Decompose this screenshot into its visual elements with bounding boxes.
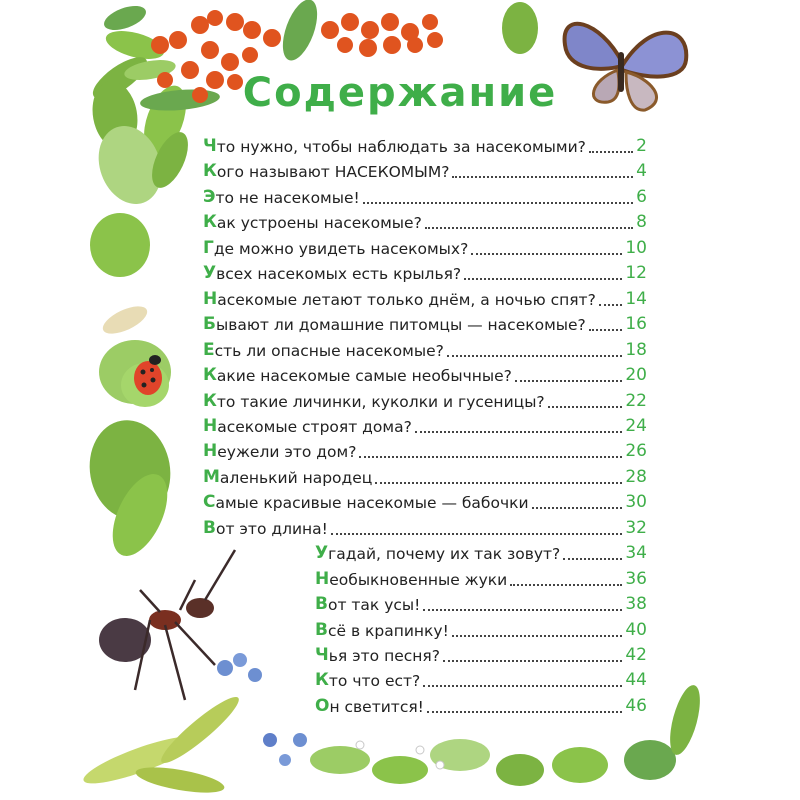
toc-page-number: 18 xyxy=(625,339,647,360)
toc-entry[interactable] xyxy=(203,467,647,487)
toc-leader-dots xyxy=(423,684,622,687)
toc-page-number: 20 xyxy=(625,365,647,386)
toc-entry-title: всех насекомых есть крылья? xyxy=(216,265,462,284)
toc-entry-initial: С xyxy=(203,492,216,513)
toc-entry-initial: К xyxy=(203,365,217,386)
toc-entry-initial: К xyxy=(203,212,217,233)
toc-entry-title: асекомые строят дома? xyxy=(217,417,412,436)
toc-entry-title: еобыкновенные жуки xyxy=(329,570,508,589)
toc-entry[interactable] xyxy=(203,263,647,283)
toc-page-number: 36 xyxy=(625,568,647,589)
toc-leader-dots xyxy=(510,583,622,586)
toc-entry-initial: М xyxy=(203,466,220,487)
toc-entry[interactable] xyxy=(203,416,647,436)
toc-entry[interactable] xyxy=(315,620,647,640)
toc-entry[interactable] xyxy=(203,187,647,207)
toc-entry[interactable] xyxy=(203,518,647,538)
toc-entry[interactable] xyxy=(203,212,647,232)
toc-entry-title: от это длина! xyxy=(215,519,328,538)
toc-leader-dots xyxy=(589,150,633,153)
toc-entry-title: ывают ли домашние питомцы — насекомые? xyxy=(215,316,586,335)
toc-entry-initial: У xyxy=(203,263,217,284)
page-title: Содержание xyxy=(242,70,558,116)
toc-page-number: 4 xyxy=(636,161,647,182)
toc-page-number: 16 xyxy=(625,314,647,335)
toc-entry[interactable] xyxy=(203,492,647,512)
toc-entry[interactable] xyxy=(203,314,647,334)
toc-page-number: 40 xyxy=(625,619,647,640)
toc-entry-initial: В xyxy=(203,517,216,538)
toc-entry[interactable] xyxy=(315,594,647,614)
toc-leader-dots xyxy=(331,532,622,535)
toc-entry-initial: Н xyxy=(315,568,330,589)
toc-entry-initial: Э xyxy=(203,186,216,207)
toc-leader-dots xyxy=(548,405,623,408)
toc-entry-initial: К xyxy=(203,161,217,182)
toc-leader-dots xyxy=(464,277,622,280)
toc-entry-title: аленький народец xyxy=(219,468,373,487)
toc-leader-dots xyxy=(471,252,622,255)
toc-entry-title: то что ест? xyxy=(328,672,421,691)
toc-entry-title: н светится! xyxy=(329,697,424,716)
toc-leader-dots xyxy=(425,226,633,229)
toc-page-number: 34 xyxy=(625,543,647,564)
toc-page-number: 42 xyxy=(625,645,647,665)
toc-entry[interactable] xyxy=(203,161,647,181)
toc-leader-dots xyxy=(375,481,622,484)
toc-entry-initial: О xyxy=(315,695,330,716)
toc-entry-initial: Н xyxy=(203,288,218,309)
toc-leader-dots xyxy=(423,608,622,611)
toc-entry[interactable] xyxy=(203,365,647,385)
toc-page-number: 46 xyxy=(625,695,647,716)
toc-entry[interactable] xyxy=(315,543,647,563)
toc-page-number: 10 xyxy=(625,237,647,258)
toc-leader-dots xyxy=(515,379,622,382)
toc-leader-dots xyxy=(452,634,623,637)
toc-entry-title: ого называют НАСЕКОМЫМ? xyxy=(216,163,450,182)
toc-entry-title: от так усы! xyxy=(327,596,421,615)
toc-page-number: 24 xyxy=(625,415,647,436)
toc-page-number: 6 xyxy=(636,186,647,207)
toc-entry-title: гадай, почему их так зовут? xyxy=(328,545,561,564)
toc-entry[interactable] xyxy=(315,569,647,589)
toc-entry[interactable] xyxy=(315,645,647,665)
toc-page-number: 38 xyxy=(625,594,647,615)
toc-entry-title: сё в крапинку! xyxy=(327,621,449,640)
toc-entry-initial: Б xyxy=(203,314,216,335)
toc-page-number: 2 xyxy=(636,136,647,156)
toc-entry-title: амые красивые насекомые — бабочки xyxy=(215,494,529,513)
toc-entry-initial: В xyxy=(315,619,328,640)
toc-entry-initial: У xyxy=(315,543,329,564)
toc-entry[interactable] xyxy=(203,136,647,156)
toc-leader-dots xyxy=(563,557,622,560)
toc-entry[interactable] xyxy=(203,441,647,461)
toc-entry-initial: К xyxy=(315,670,329,691)
toc-entry-title: ак устроены насекомые? xyxy=(216,214,422,233)
toc-entry-title: де можно увидеть насекомых? xyxy=(213,239,469,258)
toc-page-number: 28 xyxy=(625,466,647,487)
toc-leader-dots xyxy=(447,354,623,357)
toc-leader-dots xyxy=(589,328,623,331)
toc-entry-title: ья это песня? xyxy=(328,647,440,665)
toc-entry-title: акие насекомые самые необычные? xyxy=(216,367,512,386)
toc-page-number: 26 xyxy=(625,441,647,462)
toc-page-number: 44 xyxy=(625,670,647,691)
toc-entry[interactable] xyxy=(203,289,647,309)
toc-entry-initial: Ч xyxy=(203,136,217,156)
toc-page-number: 30 xyxy=(625,492,647,513)
toc-page-number: 22 xyxy=(625,390,647,411)
toc-leader-dots xyxy=(452,175,633,178)
toc-entry-initial: Г xyxy=(203,237,214,258)
toc-leader-dots xyxy=(443,659,622,662)
toc-entry[interactable] xyxy=(203,391,647,411)
toc-entry[interactable] xyxy=(315,696,647,716)
toc-leader-dots xyxy=(532,506,623,509)
toc-entry-initial: Н xyxy=(203,415,218,436)
toc-entry-initial: Ч xyxy=(315,645,329,665)
toc-entry-title: то такие личинки, куколки и гусеницы? xyxy=(216,392,545,411)
toc-entry-initial: К xyxy=(203,390,217,411)
toc-leader-dots xyxy=(359,455,622,458)
toc-page-number: 32 xyxy=(625,517,647,538)
toc-page-number: 12 xyxy=(625,263,647,284)
toc-entry-initial: Н xyxy=(203,441,218,462)
toc-leader-dots xyxy=(599,303,623,306)
toc-entry[interactable] xyxy=(203,238,647,258)
toc-entry-initial: В xyxy=(315,594,328,615)
toc-entry-title: асекомые летают только днём, а ночью спят? xyxy=(217,290,596,309)
toc-page-number: 8 xyxy=(636,212,647,233)
toc-entry-initial: Е xyxy=(203,339,215,360)
toc-entry-title: то не насекомые! xyxy=(215,188,360,207)
toc-leader-dots xyxy=(427,710,622,713)
toc-entry-title: еужели это дом? xyxy=(217,443,357,462)
toc-entry[interactable] xyxy=(315,670,647,690)
toc-entry-title: сть ли опасные насекомые? xyxy=(214,341,444,360)
toc-entry-title: то нужно, чтобы наблюдать за насекомыми? xyxy=(216,138,586,156)
toc-page-number: 14 xyxy=(625,288,647,309)
toc-entry[interactable] xyxy=(203,340,647,360)
toc-leader-dots xyxy=(363,201,633,204)
toc-leader-dots xyxy=(415,430,623,433)
